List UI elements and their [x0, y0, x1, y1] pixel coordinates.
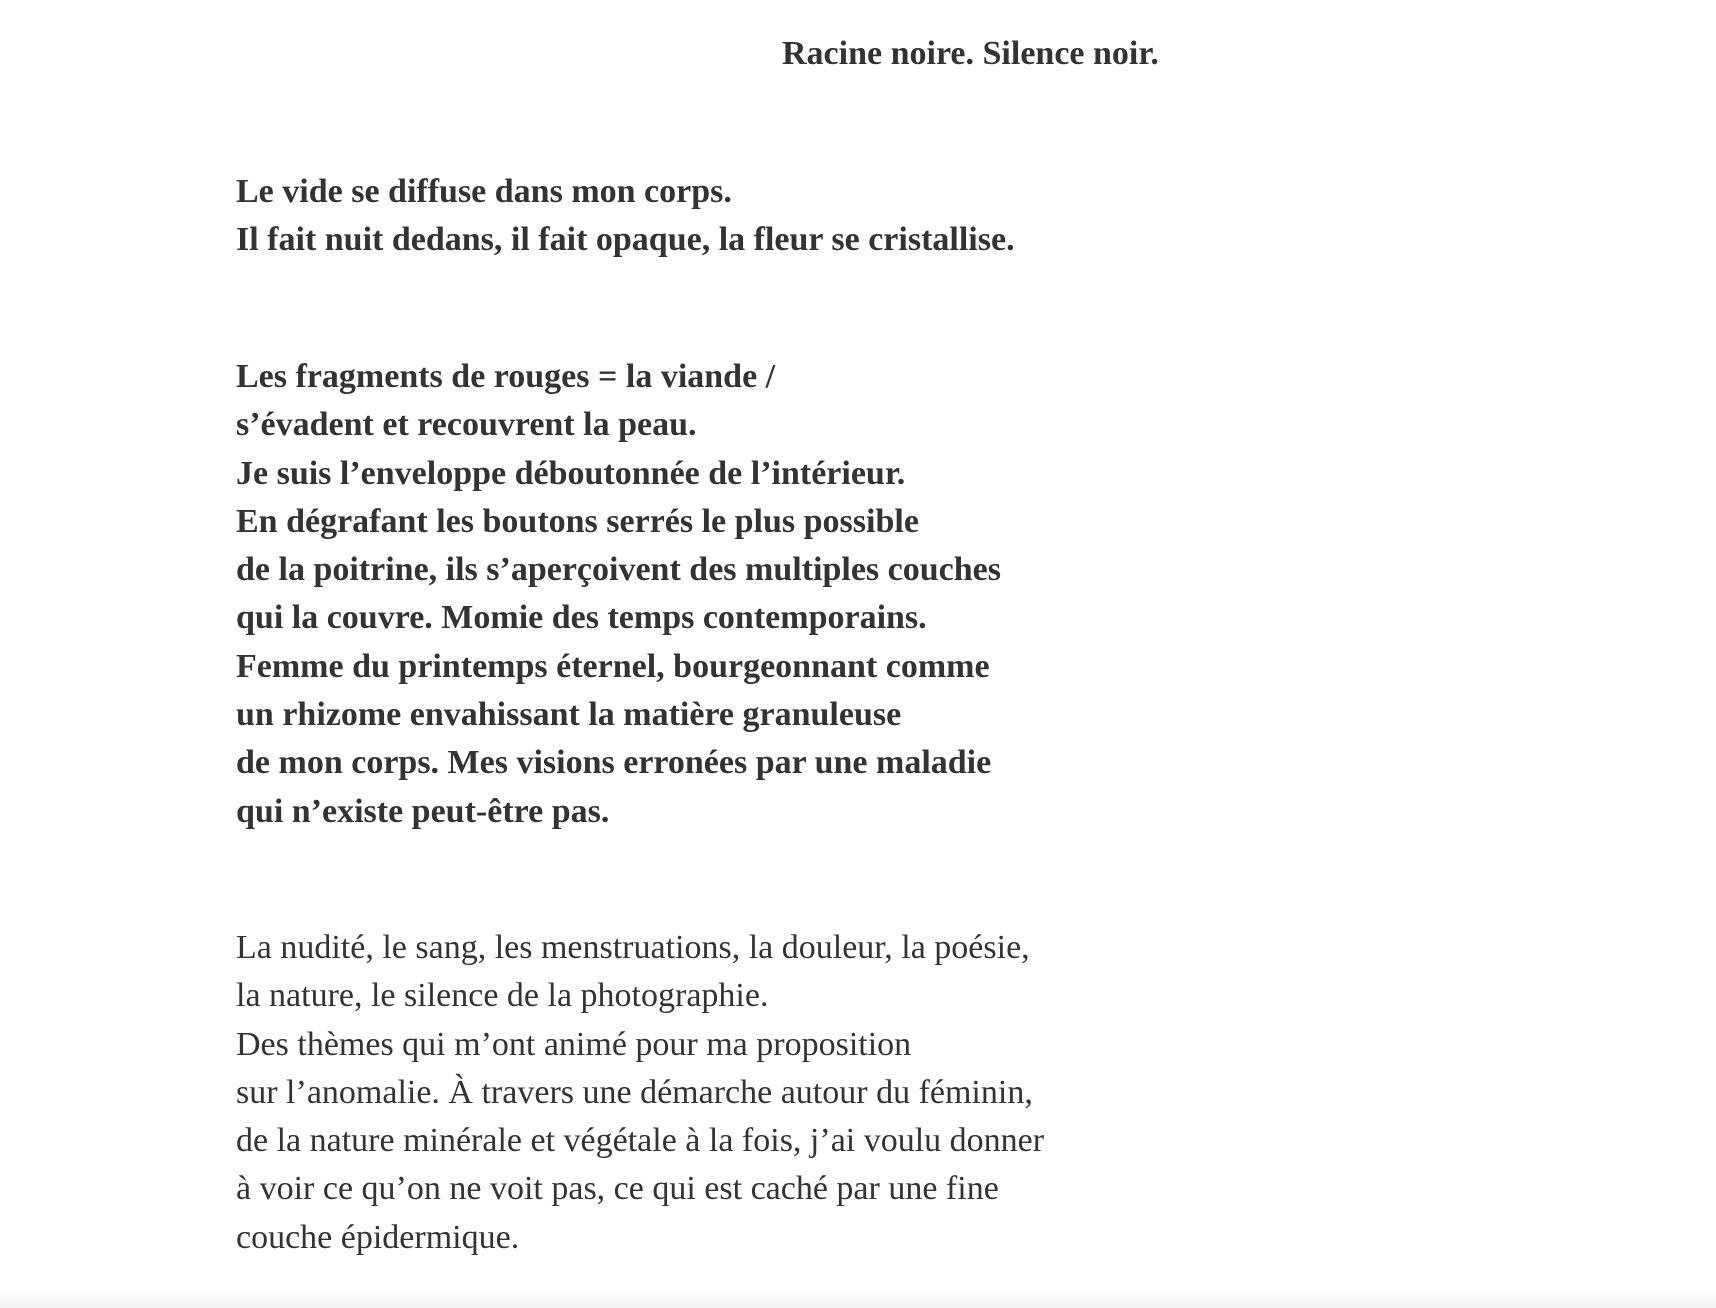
poem-line: Le vide se diffuse dans mon corps. — [236, 173, 732, 210]
poem-title: Racine noire. Silence noir. — [782, 35, 1159, 72]
statement-line: La nudité, le sang, les menstruations, la douleur, la poésie, — [236, 929, 1030, 966]
poem-line: Il fait nuit dedans, il fait opaque, la fleur se cristallise. — [236, 221, 1015, 259]
poem-line: s’évadent et recouvrent la peau. — [236, 406, 697, 444]
statement-line: couche épidermique. — [236, 1218, 520, 1256]
bottom-edge-shadow — [0, 1290, 1716, 1308]
statement-line: la nature, le silence de la photographie. — [236, 977, 769, 1015]
statement-line: Des thèmes qui m’ont animé pour ma proposition — [236, 1025, 912, 1063]
poem-line: Je suis l’enveloppe déboutonnée de l’intérieur. — [236, 454, 906, 492]
statement-line: de la nature minérale et végétale à la fois, j’ai voulu donner — [236, 1122, 1045, 1160]
poem-line: un rhizome envahissant la matière granuleuse — [236, 696, 902, 734]
poem-line: de mon corps. Mes visions erronées par une maladie — [236, 744, 992, 782]
statement-line: à voir ce qu’on ne voit pas, ce qui est caché par une fine — [236, 1170, 999, 1208]
stanza-1 — [236, 168, 1015, 265]
poem-line: En dégrafant les boutons serrés le plus possible — [236, 502, 919, 540]
statement-line: sur l’anomalie. À travers une démarche autour du féminin, — [236, 1073, 1033, 1111]
artist-statement — [236, 924, 1044, 1262]
poem-line: qui la couvre. Momie des temps contemporains. — [236, 599, 927, 637]
poem-line: de la poitrine, ils s’aperçoivent des multiples couches — [236, 551, 1001, 589]
poem-line: qui n’existe peut-être pas. — [236, 792, 610, 830]
stanza-2 — [236, 353, 1001, 836]
poem-line: Femme du printemps éternel, bourgeonnant comme — [236, 647, 990, 685]
poem-line: Les fragments de rouges = la viande / — [236, 358, 776, 395]
